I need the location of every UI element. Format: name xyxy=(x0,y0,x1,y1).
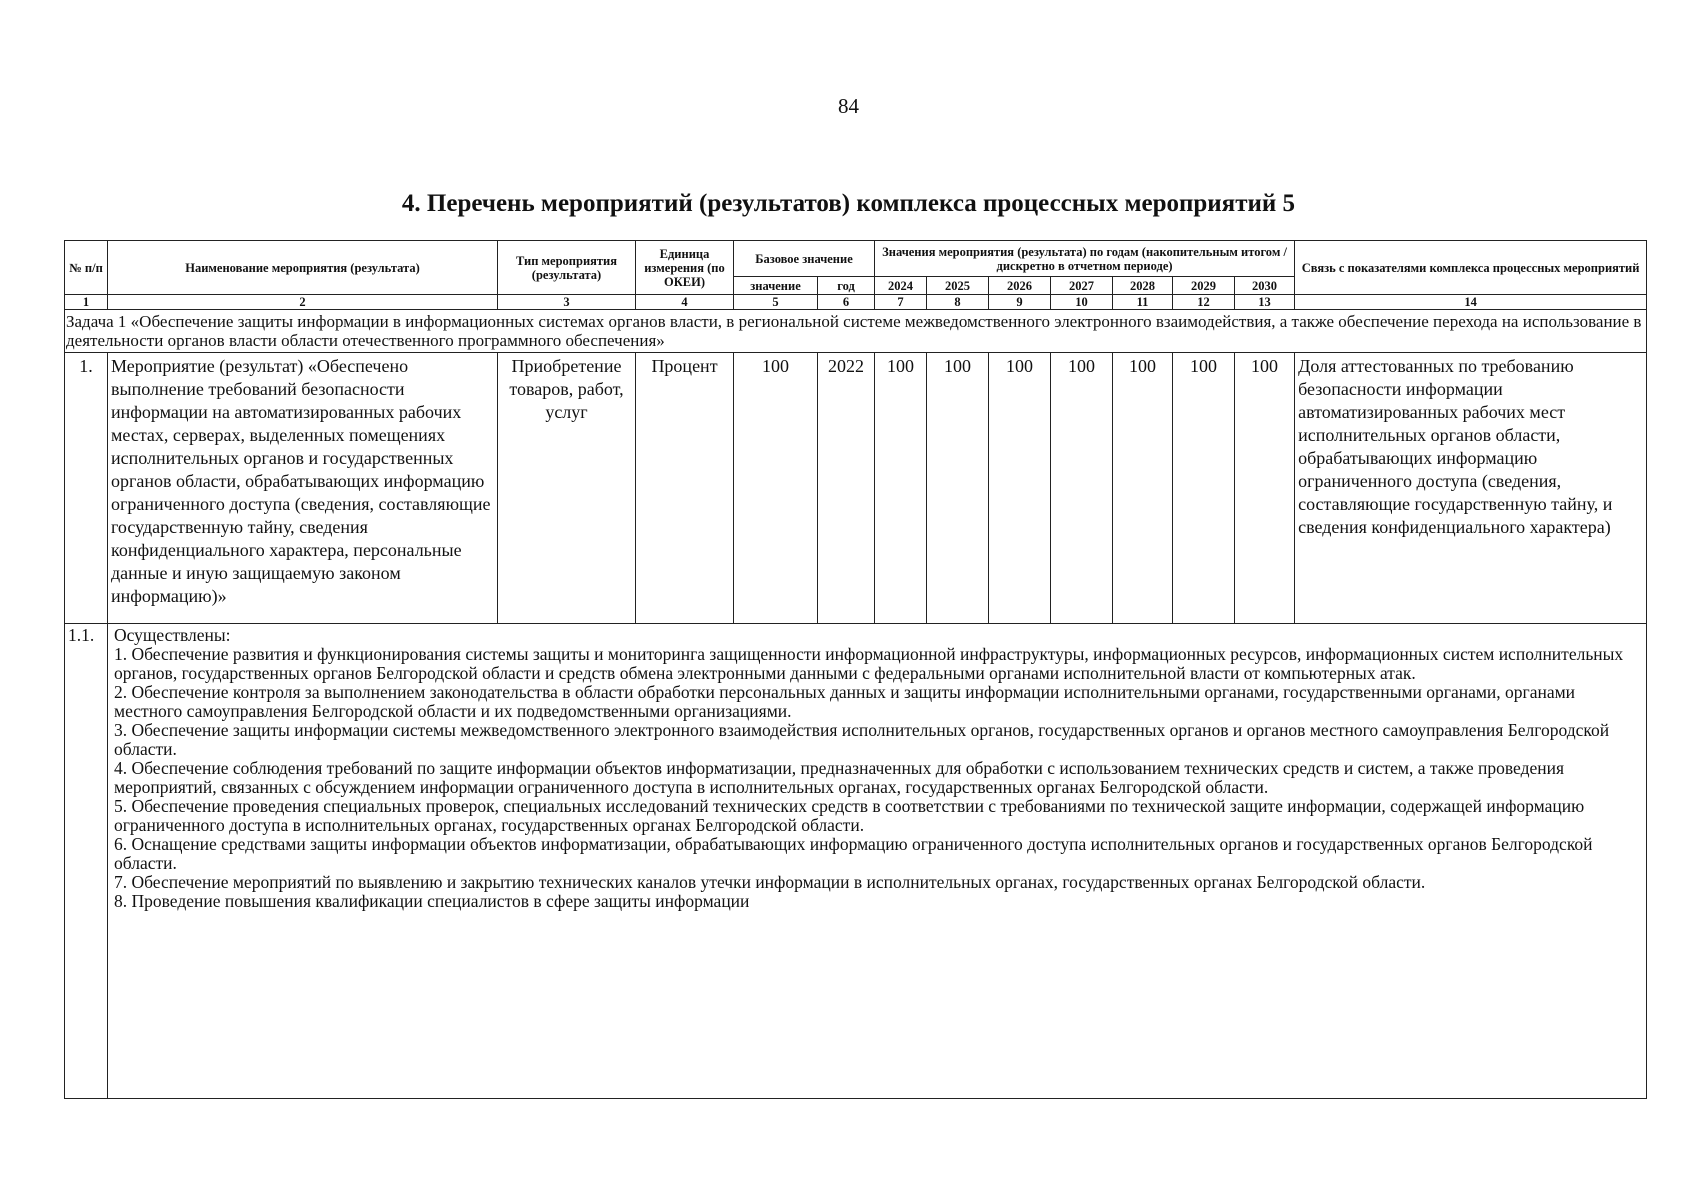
item-year-value: 100 xyxy=(1051,353,1113,624)
item-base-value: 100 xyxy=(734,353,818,624)
detail-line: 7. Обеспечение мероприятий по выявлению и закрытию технических каналов утечки информации в исполнительных органах, государственных органах Белгородской области. xyxy=(114,872,1426,892)
header-year: 2025 xyxy=(927,277,989,295)
column-number: 6 xyxy=(818,295,875,310)
column-number: 14 xyxy=(1295,295,1647,310)
item-row xyxy=(65,353,1647,624)
item-year-value: 100 xyxy=(1113,353,1173,624)
header-name: Наименование мероприятия (результата) xyxy=(108,241,498,295)
column-number: 11 xyxy=(1113,295,1173,310)
header-base-group: Базовое значение xyxy=(734,241,875,277)
header-base-year: год xyxy=(818,277,875,295)
header-year: 2028 xyxy=(1113,277,1173,295)
column-number: 9 xyxy=(989,295,1051,310)
header-year: 2030 xyxy=(1235,277,1295,295)
column-number: 3 xyxy=(498,295,636,310)
column-number-row xyxy=(65,295,1647,310)
item-year-value: 100 xyxy=(1235,353,1295,624)
detail-line: 4. Обеспечение соблюдения требований по защите информации объектов информатизации, предназначенных для обработки с использованием технических средств и систем, а также проведения мероприятий, связанных с обсуждением информации ограниченного доступа в исполнительных органах, государственных органах Белгородской области. xyxy=(114,758,1565,797)
header-num: № п/п xyxy=(65,241,108,295)
item-link: Доля аттестованных по требованию безопасности информации автоматизированных рабочих мест исполнительных органов области, обрабатывающих информацию ограниченного доступа (сведения, составляющие государственную тайну, и сведения конфиденциального характера) xyxy=(1295,353,1647,624)
header-year: 2029 xyxy=(1173,277,1235,295)
page-number: 84 xyxy=(838,94,859,118)
item-num: 1. xyxy=(65,353,108,624)
header-year: 2024 xyxy=(875,277,927,295)
item-base-year: 2022 xyxy=(818,353,875,624)
item-year-value: 100 xyxy=(1173,353,1235,624)
column-number: 1 xyxy=(65,295,108,310)
detail-line: 1. Обеспечение развития и функционирования системы защиты и мониторинга защищенности информационной инфраструктуры, информационных ресурсов, информационных систем исполнительных органов, государственных органов Белгородской области и средств обмена электронными данными с федеральными органами исполнительной власти от компьютерных атак. xyxy=(114,644,1624,683)
header-years-group: Значения мероприятия (результата) по годам (накопительным итогом / дискретно в отчетном периоде) xyxy=(875,241,1295,277)
item-unit: Процент xyxy=(636,353,734,624)
column-number: 12 xyxy=(1173,295,1235,310)
detail-line: 2. Обеспечение контроля за выполнением законодательства в области обработки персональных данных и защиты информации исполнительными органами, государственными органами, органами местного самоуправления Белгородской области и их подведомственными организациями. xyxy=(114,682,1576,721)
detail-line: 8. Проведение повышения квалификации специалистов в сфере защиты информации xyxy=(114,891,750,911)
detail-text xyxy=(108,624,1647,1099)
detail-line: Осуществлены: xyxy=(114,625,231,645)
measures-table xyxy=(64,240,1647,1099)
page-title: 4. Перечень мероприятий (результатов) комплекса процессных мероприятий 5 xyxy=(401,190,1296,217)
detail-line: 6. Оснащение средствами защиты информации объектов информатизации, обрабатывающих информацию ограниченного доступа исполнительных органов и государственных органов Белгородской области. xyxy=(114,834,1593,873)
column-number: 2 xyxy=(108,295,498,310)
item-name: Мероприятие (результат) «Обеспечено выполнение требований безопасности информации на автоматизированных рабочих местах, серверах, выделенных помещениях исполнительных органов и государственных органов области, обрабатывающих информацию ограниченного доступа (сведения, составляющие государственную тайну, сведения конфиденциального характера, персональные данные и иную защищаемую законом информацию)» xyxy=(108,353,498,624)
task-row xyxy=(65,310,1647,353)
header-unit: Единица измерения (по ОКЕИ) xyxy=(636,241,734,295)
column-number: 7 xyxy=(875,295,927,310)
column-number: 10 xyxy=(1051,295,1113,310)
header-link: Связь с показателями комплекса процессных мероприятий xyxy=(1295,241,1647,295)
detail-num: 1.1. xyxy=(65,624,108,1099)
item-year-value: 100 xyxy=(875,353,927,624)
column-number: 13 xyxy=(1235,295,1295,310)
detail-line: 3. Обеспечение защиты информации системы межведомственного электронного взаимодействия исполнительных органов, государственных органов и органов местного самоуправления Белгородской области. xyxy=(114,720,1610,759)
detail-row xyxy=(65,624,1647,1099)
header-year: 2026 xyxy=(989,277,1051,295)
header-type: Тип мероприятия (результата) xyxy=(498,241,636,295)
item-year-value: 100 xyxy=(989,353,1051,624)
item-type: Приобретение товаров, работ, услуг xyxy=(498,353,636,624)
header-year: 2027 xyxy=(1051,277,1113,295)
detail-line: 5. Обеспечение проведения специальных проверок, специальных исследований технических средств в соответствии с требованиями по технической защите информации, содержащей информацию ограниченного доступа в исполнительных органах, государственных органах Белгородской области. xyxy=(114,796,1585,835)
column-number: 8 xyxy=(927,295,989,310)
column-number: 5 xyxy=(734,295,818,310)
header-base-value: значение xyxy=(734,277,818,295)
item-year-value: 100 xyxy=(927,353,989,624)
column-number: 4 xyxy=(636,295,734,310)
task-text: Задача 1 «Обеспечение защиты информации в информационных системах органов власти, в региональной системе межведомственного электронного взаимодействия, а также обеспечение перехода на использование в деятельности органов власти области отечественного программного обеспечения» xyxy=(65,310,1647,353)
